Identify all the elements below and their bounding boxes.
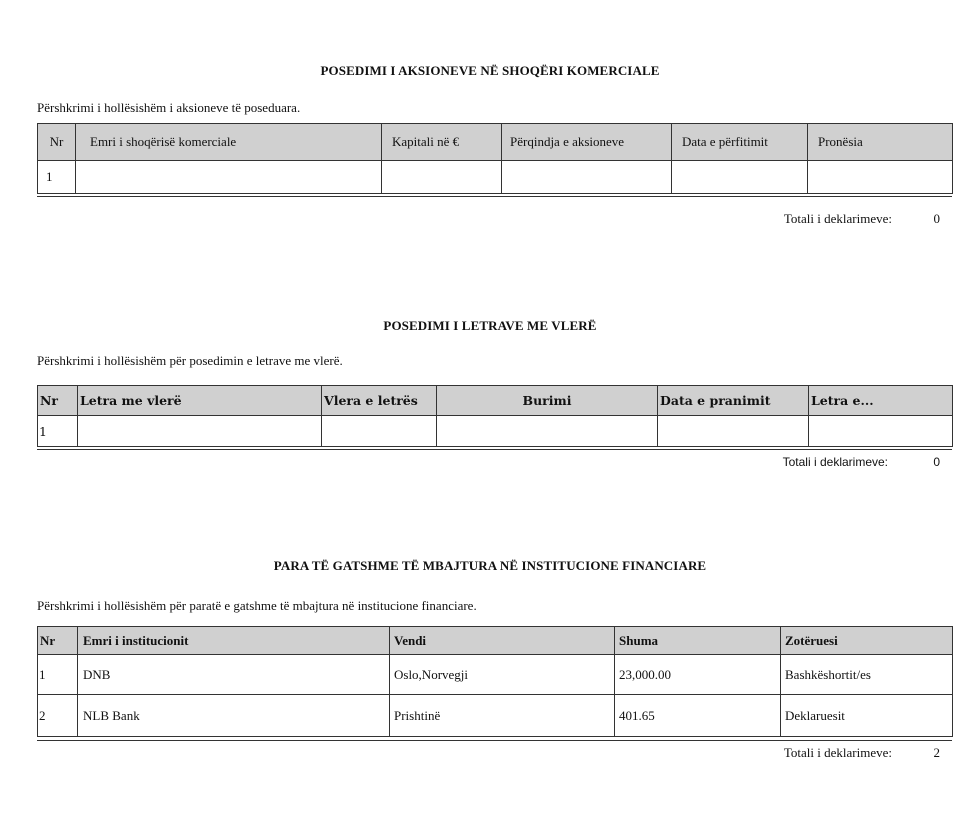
header-cell: Përqindja e aksioneve xyxy=(502,124,672,161)
totals-label: Totali i deklarimeve: xyxy=(783,211,892,226)
table-cell: NLB Bank xyxy=(78,695,390,737)
shares-table xyxy=(37,123,953,194)
table-row xyxy=(38,695,953,737)
totals-row-securities xyxy=(0,455,952,471)
table-header-row xyxy=(38,627,953,655)
table-row xyxy=(38,161,953,194)
header-cell: Letra e... xyxy=(809,386,953,416)
table-cell: Deklaruesit xyxy=(781,695,953,737)
table-cell xyxy=(809,416,953,447)
table-cell: Oslo,Norvegji xyxy=(390,655,615,695)
header-cell: Emri i shoqërisë komerciale xyxy=(76,124,382,161)
header-cell: Nr xyxy=(38,627,78,655)
securities-table xyxy=(37,385,953,447)
totals-row-cash xyxy=(0,745,952,761)
section-description-cash: Përshkrimi i hollësishëm për paratë e gatshme të mbajtura në institucione financiare. xyxy=(37,598,477,613)
totals-label: Totali i deklarimeve: xyxy=(783,745,892,760)
header-cell: Pronësia xyxy=(808,124,953,161)
section-description-securities: Përshkrimi i hollësishëm për posedimin e letrave me vlerë. xyxy=(37,353,343,368)
totals-value: 2 xyxy=(933,745,940,760)
table-row xyxy=(38,416,953,447)
table-row xyxy=(38,655,953,695)
table-double-rule xyxy=(37,449,952,450)
table-cell: 401.65 xyxy=(615,695,781,737)
header-cell: Nr xyxy=(38,124,76,161)
table-cell xyxy=(322,416,437,447)
table-cell xyxy=(658,416,809,447)
table-cell: Bashkëshortit/es xyxy=(781,655,953,695)
table-cell xyxy=(672,161,808,194)
header-cell: Shuma xyxy=(615,627,781,655)
table-cell: 2 xyxy=(38,695,78,737)
table-header-row xyxy=(38,124,953,161)
header-cell: Data e përfitimit xyxy=(672,124,808,161)
header-cell: Zotëruesi xyxy=(781,627,953,655)
totals-value: 0 xyxy=(933,455,940,469)
section-title-securities: POSEDIMI I LETRAVE ME VLERË xyxy=(383,318,597,333)
header-cell: Data e pranimit xyxy=(658,386,809,416)
table-cell xyxy=(382,161,502,194)
header-cell: Vlera e letrës xyxy=(322,386,437,416)
table-double-rule xyxy=(37,196,952,197)
totals-row-shares xyxy=(0,211,952,227)
table-double-rule xyxy=(37,740,952,741)
header-cell: Vendi xyxy=(390,627,615,655)
table-header-row xyxy=(38,386,953,416)
table-cell xyxy=(78,416,322,447)
header-cell: Letra me vlerë xyxy=(78,386,322,416)
section-description-shares: Përshkrimi i hollësishëm i aksioneve të poseduara. xyxy=(37,100,301,115)
table-cell: 23,000.00 xyxy=(615,655,781,695)
header-cell: Kapitali në € xyxy=(382,124,502,161)
header-cell: Nr xyxy=(38,386,78,416)
table-cell: 1 xyxy=(38,416,78,447)
table-cell: DNB xyxy=(78,655,390,695)
table-cell xyxy=(502,161,672,194)
table-cell: 1 xyxy=(38,161,76,194)
cash-table xyxy=(37,626,953,737)
header-cell: Emri i institucionit xyxy=(78,627,390,655)
table-cell xyxy=(437,416,658,447)
section-title-shares: POSEDIMI I AKSIONEVE NË SHOQËRI KOMERCIALE xyxy=(320,63,660,78)
table-cell xyxy=(808,161,953,194)
totals-label: Totali i deklarimeve: xyxy=(782,455,888,469)
section-title-cash: PARA TË GATSHME TË MBAJTURA NË INSTITUCIONE FINANCIARE xyxy=(273,558,707,573)
table-cell xyxy=(76,161,382,194)
totals-value: 0 xyxy=(933,211,940,226)
header-cell: Burimi xyxy=(437,386,658,416)
table-cell: Prishtinë xyxy=(390,695,615,737)
table-cell: 1 xyxy=(38,655,78,695)
